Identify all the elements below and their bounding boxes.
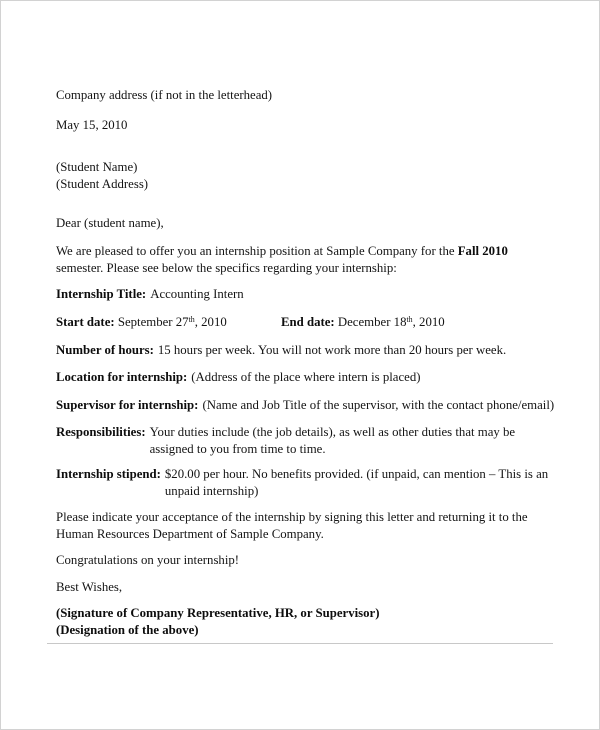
location-value: (Address of the place where intern is placed) [191, 370, 421, 384]
intro-paragraph [56, 243, 555, 277]
end-date-label: End date: [281, 315, 335, 329]
hours-label: Number of hours: [56, 343, 154, 357]
supervisor-label: Supervisor for internship: [56, 398, 199, 412]
start-date-group [56, 315, 227, 329]
stipend-label: Internship stipend: [56, 467, 161, 481]
acceptance-line-1: Please indicate your acceptance of the internship by signing this letter and returning it to the [56, 510, 528, 524]
designation-placeholder: (Designation of the above) [56, 623, 199, 637]
end-date-ordinal: th [406, 315, 413, 325]
letter-date: May 15, 2010 [56, 118, 128, 132]
intro-line-2: semester. Please see below the specifics regarding your internship: [56, 261, 397, 275]
recipient-block [56, 159, 555, 193]
hours-value: 15 hours per week. You will not work more than 20 hours per week. [157, 343, 507, 357]
stipend-line-1: $20.00 per hour. No benefits provided. (if unpaid, can mention – This is an [164, 467, 549, 481]
acceptance-paragraph [56, 509, 555, 543]
start-date-label: Start date: [56, 315, 115, 329]
letter-content [1, 1, 599, 639]
responsibilities-line-2: assigned to you from time to time. [149, 442, 326, 456]
start-date-value: September 27 [117, 315, 189, 329]
signature-placeholder: (Signature of Company Representative, HR, or Supervisor) [56, 606, 380, 620]
supervisor-value: (Name and Job Title of the supervisor, with the contact phone/email) [202, 398, 555, 412]
congratulations-line: Congratulations on your internship! [56, 553, 240, 567]
acceptance-line-2: Human Resources Department of Sample Company. [56, 527, 324, 541]
recipient-name: (Student Name) [56, 160, 138, 174]
salutation: Dear (student name), [56, 216, 164, 230]
responsibilities-value [150, 424, 555, 458]
internship-title-value: Accounting Intern [150, 287, 244, 301]
footer-divider [47, 643, 553, 644]
intro-bold-term: Fall 2010 [457, 244, 508, 258]
spec-hours [56, 342, 555, 359]
location-label: Location for internship: [56, 370, 188, 384]
responsibilities-label: Responsibilities: [56, 425, 146, 439]
sign-off: Best Wishes, [56, 580, 123, 594]
spec-stipend [56, 466, 555, 500]
end-date-year: , 2010 [412, 315, 445, 329]
recipient-address: (Student Address) [56, 177, 149, 191]
end-date-value: December 18 [337, 315, 407, 329]
spec-location [56, 369, 555, 386]
start-date-ordinal: th [188, 315, 195, 325]
spec-supervisor [56, 397, 555, 414]
intro-line-1 [56, 243, 555, 260]
spec-dates [56, 314, 555, 331]
start-date-year: , 2010 [194, 315, 227, 329]
end-date-group [281, 314, 445, 331]
intro-text: We are pleased to offer you an internship position at Sample Company for the [56, 244, 458, 258]
internship-title-label: Internship Title: [56, 287, 147, 301]
stipend-line-2: unpaid internship) [164, 484, 259, 498]
signature-block [56, 605, 555, 639]
spec-responsibilities [56, 424, 555, 458]
stipend-value [165, 466, 555, 500]
responsibilities-line-1: Your duties include (the job details), as well as other duties that may be [149, 425, 516, 439]
company-address-line: Company address (if not in the letterhead) [56, 88, 273, 102]
spec-internship-title [56, 286, 555, 303]
